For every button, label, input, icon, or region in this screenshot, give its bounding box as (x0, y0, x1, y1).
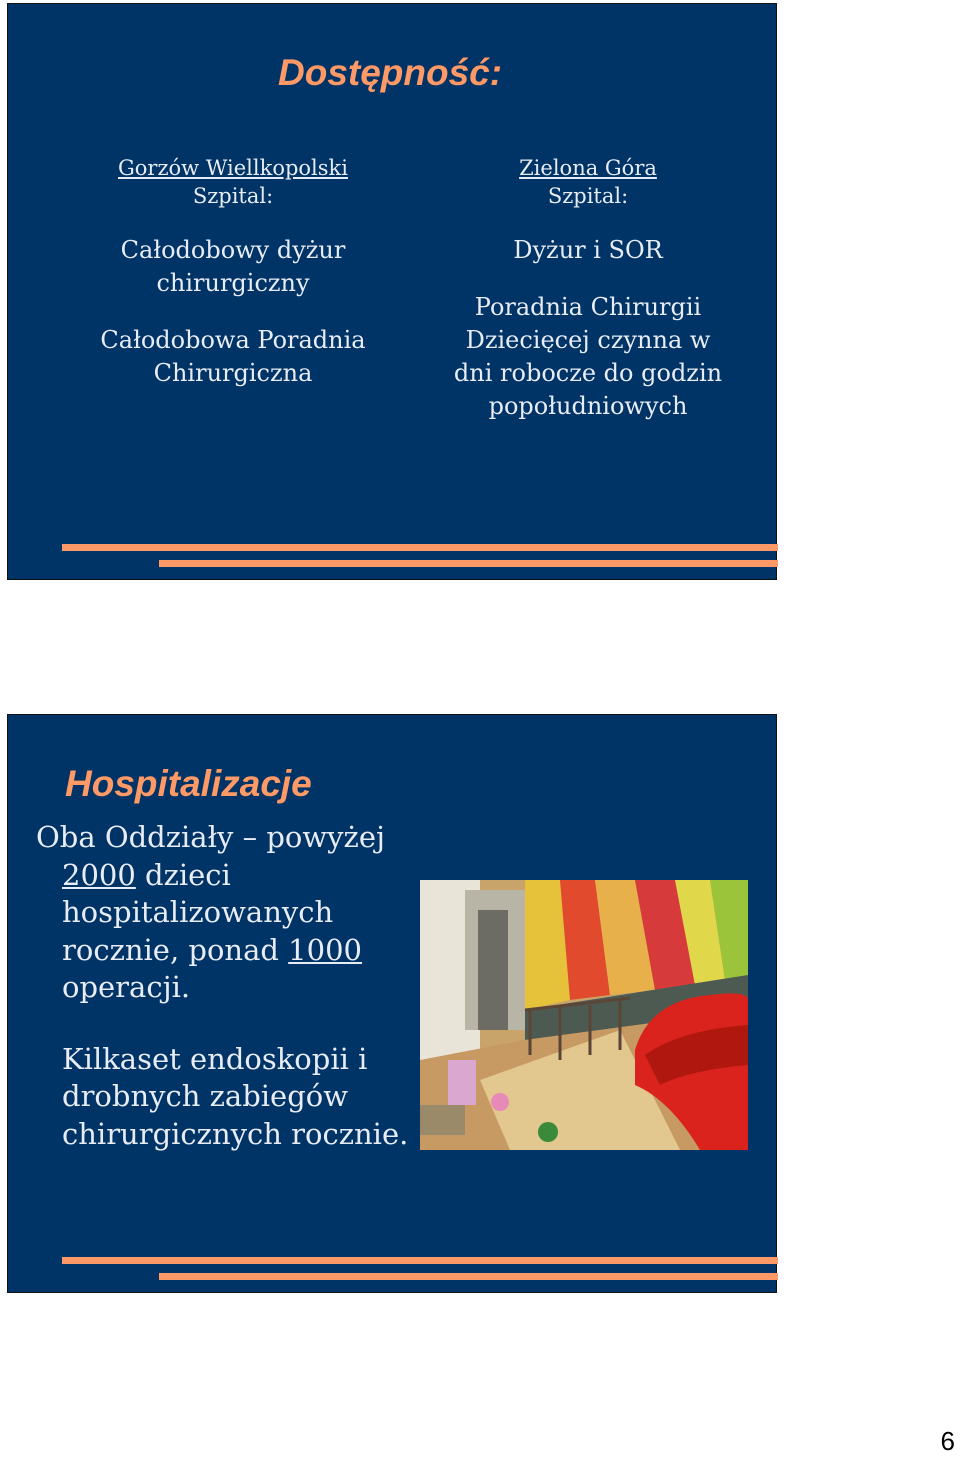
right-column-zielona-gora (438, 154, 738, 423)
accent-bar-top (62, 544, 778, 551)
city-link-zielona-gora[interactable]: Zielona Góra (519, 156, 657, 180)
stats-paragraph: Oba Oddziały – powyżej 2000 dzieci hospitalizowanych rocznie, ponad 1000 operacji. (36, 820, 385, 1004)
page-number: 6 (940, 1426, 955, 1456)
slide-title: Hospitalizacje (65, 763, 312, 804)
accent-bar-bottom (159, 1273, 778, 1280)
slide-availability (7, 3, 777, 580)
slide-hospitalizations (7, 714, 777, 1293)
children-count: 2000 (62, 857, 136, 892)
operations-count: 1000 (288, 932, 362, 967)
slide-title: Dostępność: (278, 52, 503, 93)
endoscopy-paragraph: Kilkaset endoskopii i drobnych zabiegów chirurgicznych rocznie. (62, 1041, 409, 1151)
accent-bar-top (62, 1257, 778, 1264)
hospital-label: Szpital: (547, 184, 629, 208)
hospitalization-stats (36, 819, 416, 1153)
service-item: Całodobowy dyżur chirurgiczny (120, 236, 346, 297)
service-item: Dyżur i SOR (513, 236, 663, 264)
service-item: Poradnia Chirurgii Dziecięcej czynna w dni robocze do godzin popołudniowych (453, 293, 723, 420)
city-link-gorzow[interactable]: Gorzów Wiellkopolski (118, 156, 348, 180)
accent-bar-bottom (159, 560, 778, 567)
ward-playroom-photo (420, 880, 748, 1150)
service-item: Całodobowa Poradnia Chirurgiczna (100, 326, 366, 387)
hospital-label: Szpital: (192, 184, 274, 208)
left-column-gorzow (78, 154, 388, 390)
